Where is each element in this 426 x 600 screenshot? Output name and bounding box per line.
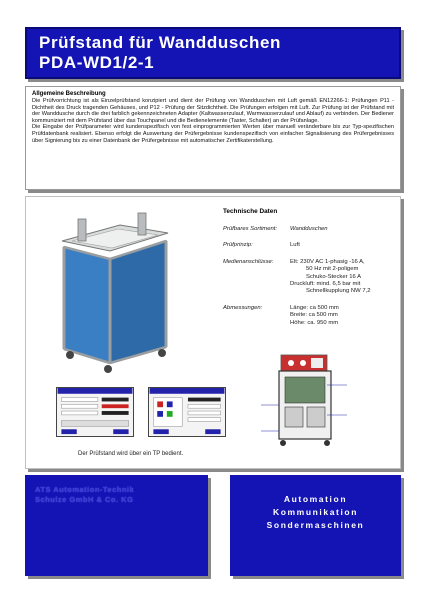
technical-value: Länge: ca 500 mm Breite: ca 500 mm Höhe: ca. 950 mm bbox=[290, 304, 339, 326]
test-stand-photo bbox=[58, 203, 170, 381]
technical-data-title: Technische Daten bbox=[223, 208, 278, 215]
general-description-title: Allgemeine Beschreibung bbox=[32, 91, 106, 97]
technical-data bbox=[223, 208, 393, 336]
touchpanel-screenshot-2 bbox=[148, 387, 226, 437]
company-name-line-1: ATS Automation-Technik bbox=[35, 485, 135, 494]
company-name-line-2: Schulze GmbH & Co. KG bbox=[35, 495, 134, 504]
page-title: Prüfstand für Wandduschen bbox=[39, 33, 281, 52]
technical-row-connections bbox=[223, 259, 393, 296]
company-box bbox=[25, 475, 208, 576]
technical-label: Prüfbares Sortiment: bbox=[223, 226, 278, 232]
technical-label: Prüfprinzip: bbox=[223, 242, 253, 249]
service-communication: Kommunikation bbox=[272, 507, 359, 517]
technical-row-sortiment bbox=[223, 226, 393, 233]
product-panel bbox=[25, 196, 401, 469]
services-box bbox=[230, 475, 401, 576]
general-description-box bbox=[25, 86, 401, 190]
general-description-paragraph-2: Die Eingabe der Prüfparameter wird kundenspezifisch von fest einprogrammierten Werten über manuell veränderbare bis zur Typ-spezifischen Prüfdatenbank realisiert. Ebenso erfolgt die Auswertung der Prüfergebnisse kundenspezifisch von einfacher Signalisierung des Prüfergebnisses über Signierung bis zu einer Datenbank der Prüfergebnisse mit automatischer Zertifikaterstellung. bbox=[32, 124, 394, 144]
technical-label: Medienanschlüsse: bbox=[223, 258, 274, 265]
photo-caption: Der Prüfstand wird über ein TP bedient. bbox=[78, 451, 184, 457]
title-banner bbox=[25, 27, 401, 79]
product-code: PDA-WD1/2-1 bbox=[39, 53, 155, 72]
technical-value: Wandduschen bbox=[290, 226, 328, 232]
schematic-drawing bbox=[251, 345, 365, 457]
technical-value: Luft bbox=[290, 242, 300, 249]
technical-row-principle bbox=[223, 242, 393, 249]
technical-value: Elt: 230V AC 1-phasig -16 A, 50 Hz mit 2-poligem Schuko-Stecker 16 A Druckluft: mind. 6,5 bar mit Schnellkupplung NW 7,2 bbox=[290, 258, 371, 295]
general-description-paragraph-1: Die Prüfvorrichtung ist als Einzelprüfstand konzipiert und dient der Prüfung von Wandduschen mit Luft gemäß EN12266-1: Prüfungen P11 - Dichtheit des Druck tragenden Gehäuses, und P12 - Prüfung der Sitzdichtheit. Die Prüfungen erfolgen mit Luft. Zur Prüfung ist der Prüfstand mit der Wanddusche durch die drei farblich gekennzeichneten Adapter (Kaltwasserzulauf, Warmwasserzulauf und Ablauf) zu verbinden. Der Bediener kommuniziert mit dem Prüfstand über das Touchpanel und die Bedienelemente (Taster, Schalter) an der Prüfanlage. bbox=[32, 98, 394, 124]
service-special-machines: Sondermaschinen bbox=[266, 520, 365, 530]
technical-row-dimensions bbox=[223, 305, 393, 327]
service-automation: Automation bbox=[283, 494, 348, 504]
touchpanel-screenshot-1 bbox=[56, 387, 134, 437]
technical-label: Abmessungen: bbox=[223, 304, 263, 311]
